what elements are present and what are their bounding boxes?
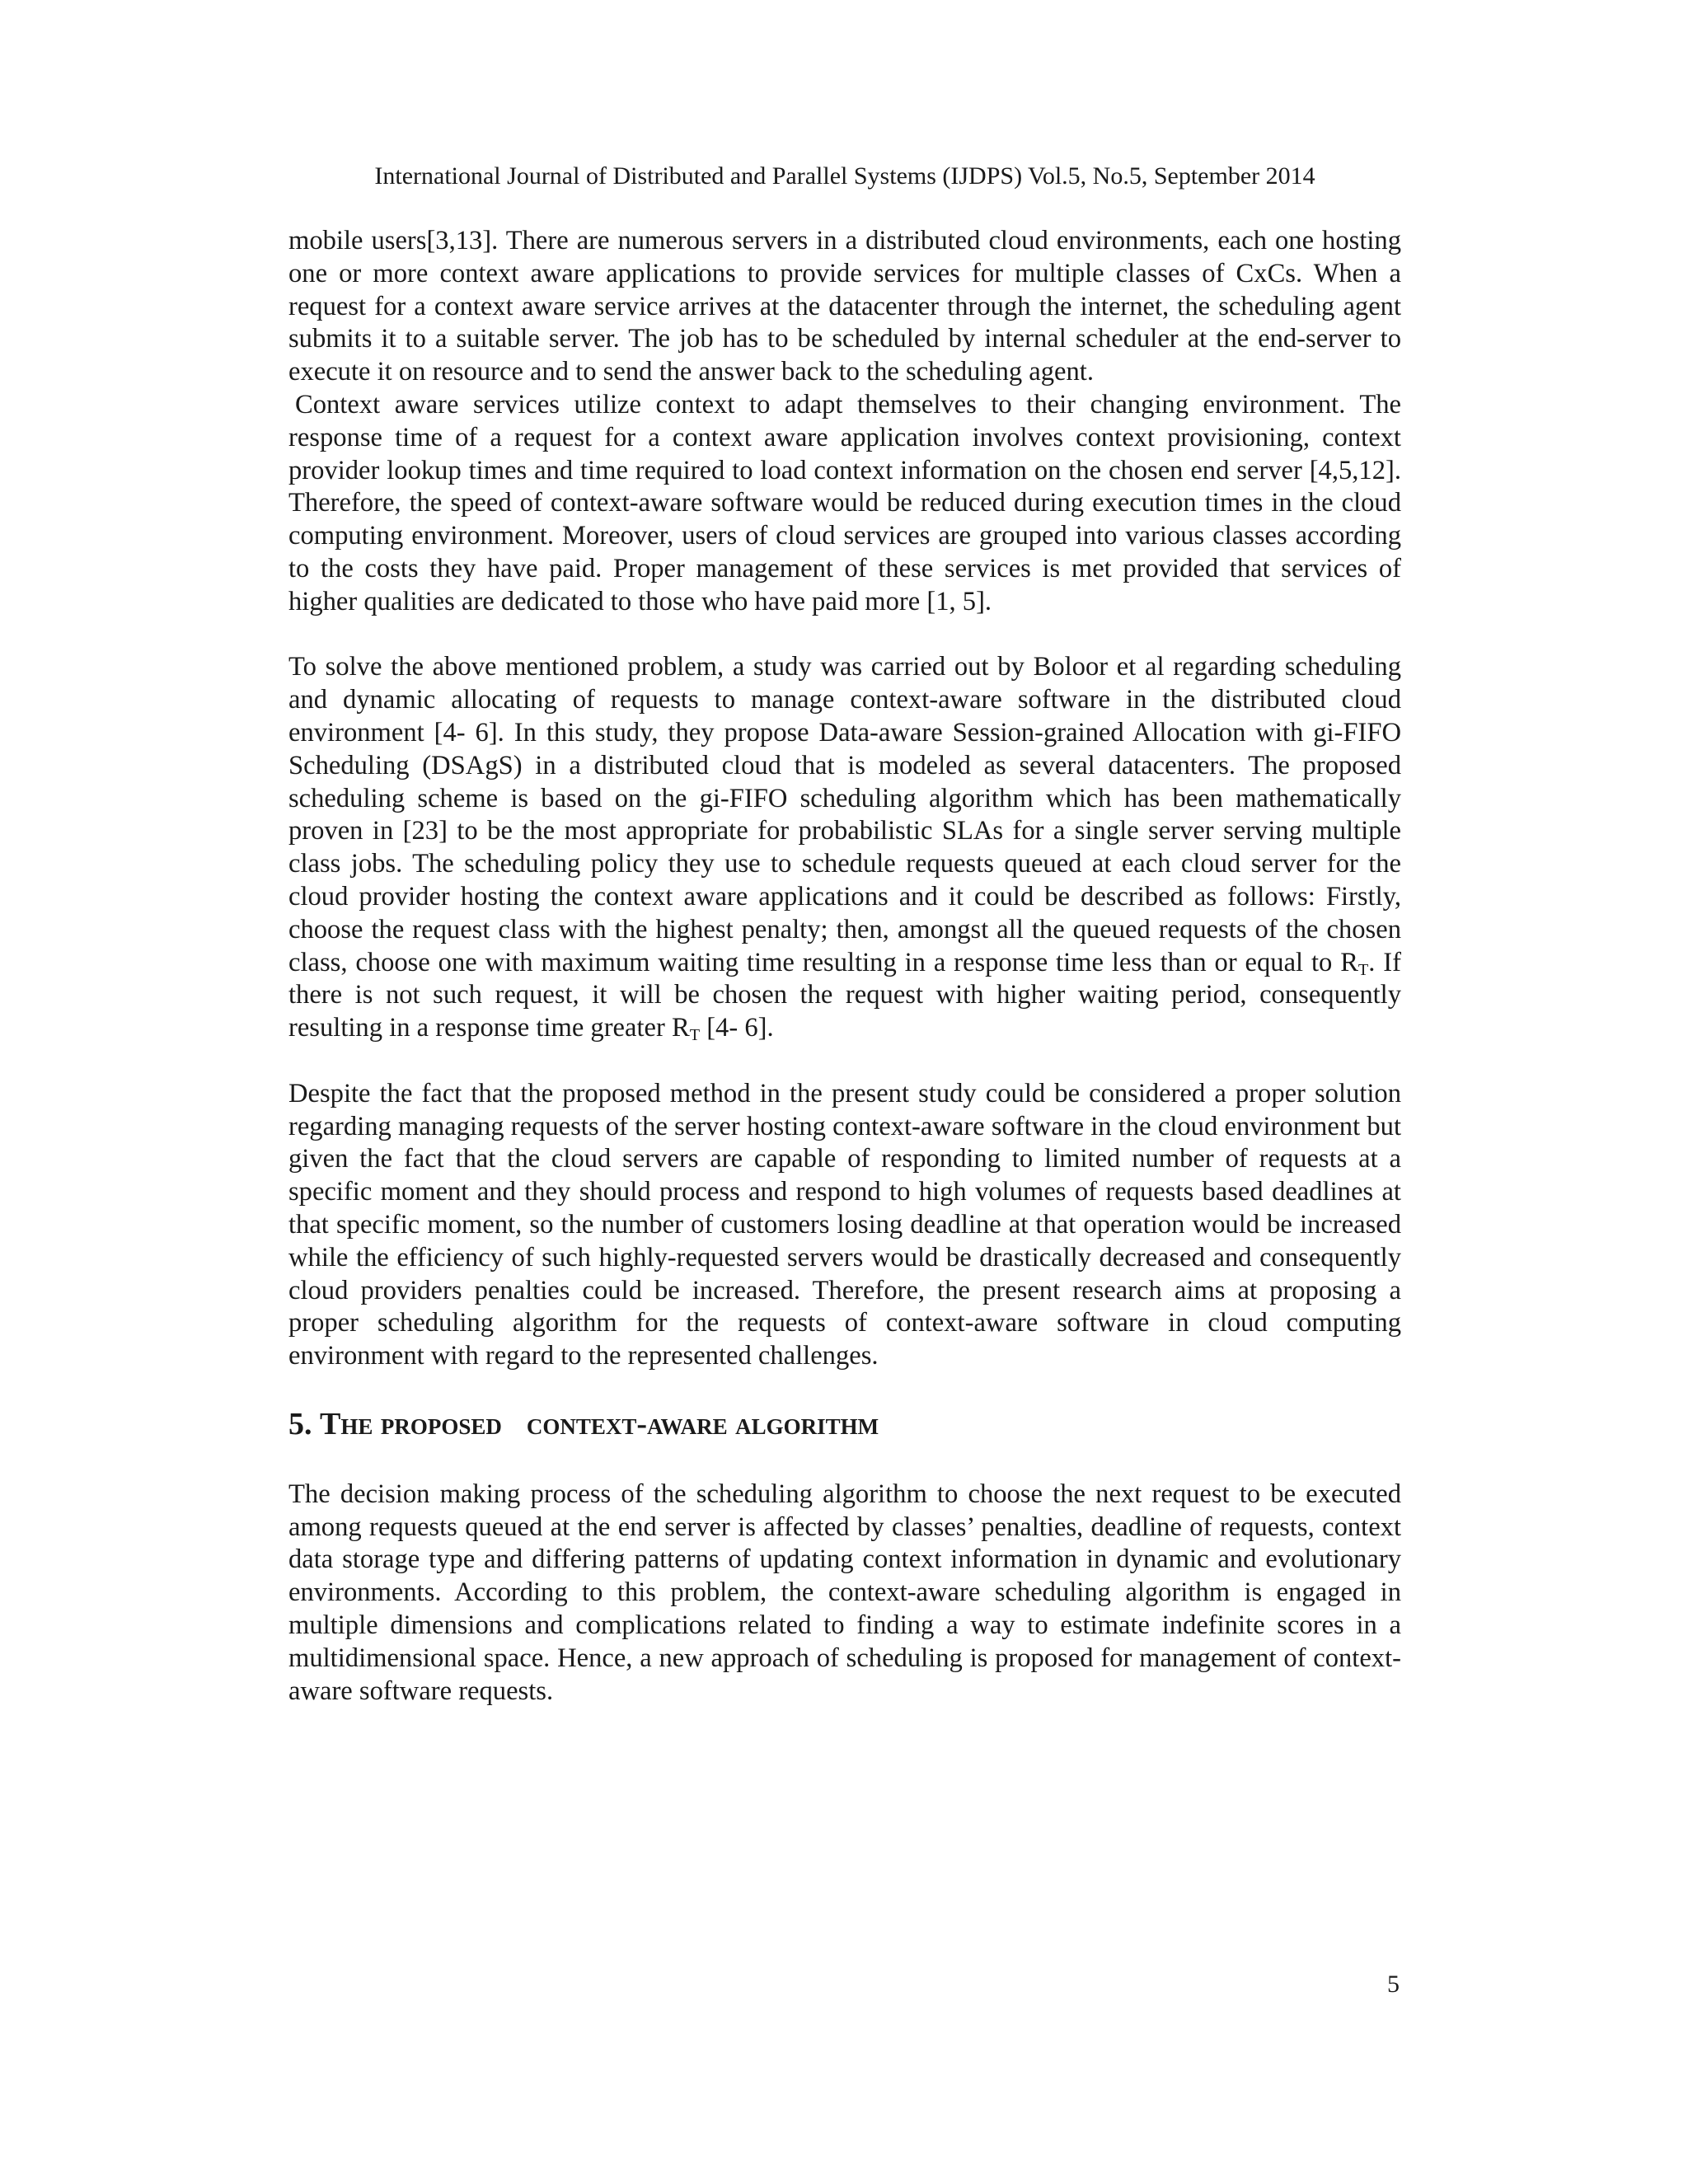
paragraph-4: Despite the fact that the proposed method in the present study could be considered a proper solution regarding managing requests of the server hosting context-aware software in the cloud environment but given the fact that the cloud servers are capable of responding to limited number of requests at a specific moment and they should process and respond to high volumes of requests based deadlines at that specific moment, so the number of customers losing deadline at that operation would be increased while the efficiency of such highly-requested servers would be drastically decreased and consequently cloud providers penalties could be increased. Therefore, the present research aims at proposing a proper scheduling algorithm for the requests of context-aware software in cloud computing environment with regard to the represented challenges. xyxy=(288,1078,1401,1371)
paragraph-3-text-c: [4- 6]. xyxy=(700,1013,774,1043)
response-time-subscript-1: T xyxy=(1357,960,1369,979)
section-title-part-1: The proposed xyxy=(320,1406,502,1441)
section-number: 5. xyxy=(288,1406,312,1441)
article-body xyxy=(288,225,1401,1708)
paragraph-2: Context aware services utilize context to adapt themselves to their changing environment. The response time of a request for a context aware application involves context provisioning, context provider lookup times and time required to load context information on the chosen end server [4,5,12]. Therefore, the speed of context-aware software would be reduced during execution times in the cloud computing environment. Moreover, users of cloud services are grouped into various classes according to the costs they have paid. Proper management of these services is met provided that services of higher qualities are dedicated to those who have paid more [1, 5]. xyxy=(288,389,1401,616)
paragraph-1: mobile users[3,13]. There are numerous servers in a distributed cloud environments, each one hosting one or more context aware applications to provide services for multiple classes of CxCs. When a request for a context aware service arrives at the datacenter through the internet, the scheduling agent submits it to a suitable server. The job has to be scheduled by internal scheduler at the end-server to execute it on resource and to send the answer back to the scheduling agent. xyxy=(288,226,1401,387)
running-header: International Journal of Distributed and Parallel Systems (IJDPS) Vol.5, No.5, September 2014 xyxy=(374,162,1315,190)
paragraph-3 xyxy=(288,651,1401,1045)
paragraph-3-text-a: To solve the above mentioned problem, a study was carried out by Boloor et al regarding scheduling and dynamic allocating of requests to manage context-aware software in the distributed cloud environment [4- 6]. In this study, they propose Data-aware Session-grained Allocation with gi-FIFO Scheduling (DSAgS) in a distributed cloud that is modeled as several datacenters. The proposed scheduling scheme is based on the gi-FIFO scheduling algorithm which has been mathematically proven in [23] to be the most appropriate for probabilistic SLAs for a single server serving multiple class jobs. The scheduling policy they use to schedule requests queued at each cloud server for the cloud provider hosting the context aware applications and it could be described as follows: Firstly, choose the request class with the highest penalty; then, amongst all the queued requests of the chosen class, choose one with maximum waiting time resulting in a response time less than or equal to R xyxy=(288,652,1401,977)
response-time-subscript-2: T xyxy=(689,1026,701,1045)
section-title-part-2: context-aware algorithm xyxy=(526,1406,879,1441)
section-heading xyxy=(288,1406,1401,1446)
page-number: 5 xyxy=(1387,1971,1400,1998)
paragraph-5: The decision making process of the scheduling algorithm to choose the next request to be executed among requests queued at the end server is affected by classes’ penalties, deadline of requests, context data storage type and differing patterns of updating context information in dynamic and evolutionary environments. According to this problem, the context-aware scheduling algorithm is engaged in multiple dimensions and complications related to finding a way to estimate indefinite scores in a multidimensional space. Hence, a new approach of scheduling is proposed for management of context-aware software requests. xyxy=(288,1479,1401,1706)
paragraph-3-text-b: . If there is not such request, it will be chosen the request with higher waiting period, consequently resulting in a response time greater R xyxy=(288,947,1401,1043)
